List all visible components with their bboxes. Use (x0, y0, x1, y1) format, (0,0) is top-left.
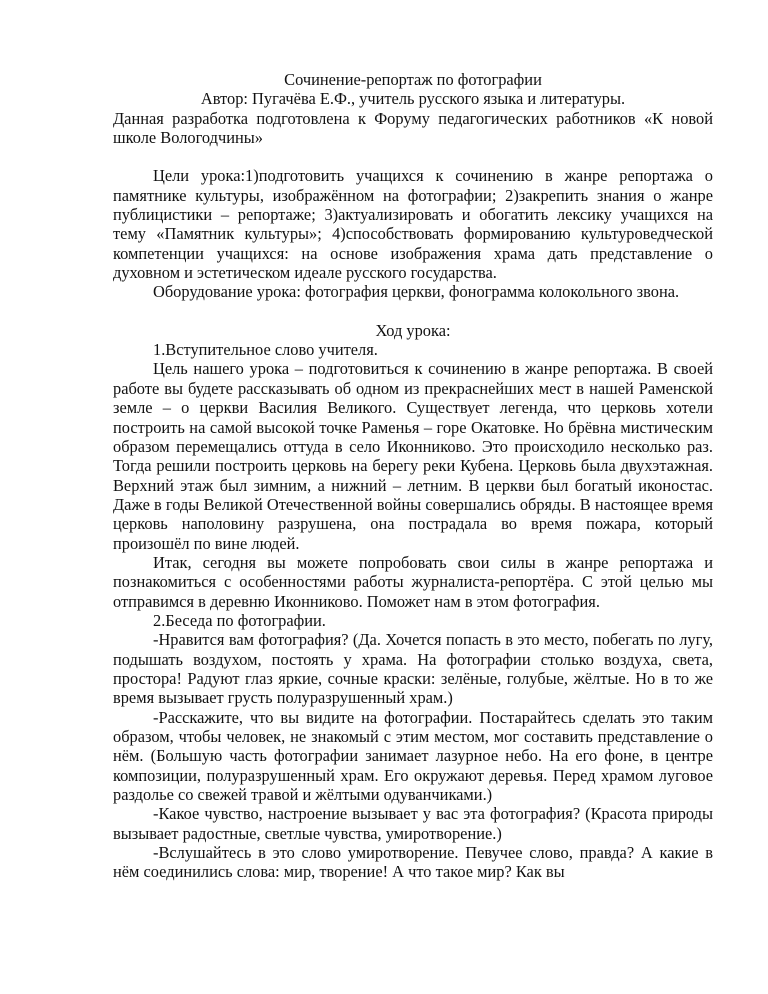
section-heading-intro: 1.Вступительное слово учителя. (153, 340, 378, 360)
intro-paragraph-2: Итак, сегодня вы можете попробовать свои силы в жанре репортажа и познакомиться с особенностями работы журналиста-репортёра. С этой целью мы отправимся в деревню Иконниково. Поможет нам в этом фотография. (113, 552, 713, 611)
document-note: Данная разработка подготовлена к Форуму педагогических работников «К новой школе Вологодчины» (113, 108, 713, 148)
question-4: -Вслушайтесь в это слово умиротворение. Певучее слово, правда? А какие в нём соединились слова: мир, творение! А что такое мир? Как вы (113, 843, 713, 882)
question-1: -Нравится вам фотография? (Да. Хочется попасть в это место, побегать по лугу, подышать воздухом, постоять у храма. На фотографии столько воздуха, света, простора! Радуют глаз яркие, сочные краски: зелёные, голубые, жёлтые. Но в то же время вызывает грусть полуразрушенный храм.) (113, 630, 713, 708)
spacer (113, 147, 713, 166)
question-2: -Расскажите, что вы видите на фотографии. Постарайтесь сделать это таким образом, чтобы человек, не знакомый с этим местом, мог составить представление о нём. (Большую часть фотографии занимает лазурное небо. На его фоне, в центре композиции, полуразрушенный храм. Его окружают деревья. Перед храмом луговое раздолье со свежей травой и жёлтыми одуванчиками.) (113, 707, 713, 805)
document-author: Автор: Пугачёва Е.Ф., учитель русского языка и литературы. (200, 89, 626, 109)
section-heading-conversation: 2.Беседа по фотографии. (153, 610, 326, 630)
course-heading: Ход урока: (375, 320, 451, 340)
document-page (113, 70, 713, 882)
lesson-goals: Цели урока:1)подготовить учащихся к сочинению в жанре репортажа о памятнике культуры, изображённом на фотографии; 2)закрепить знания о жанре публицистики – репортаже; 3)актуализировать и обогатить лексику учащихся на тему «Памятник культуры»; 4)способствовать формированию культуроведческой компетенции учащихся: на основе изображения храма дать представление о духовном и эстетическом идеале русского государства. (113, 166, 713, 283)
lesson-equipment: Оборудование урока: фотография церкви, фонограмма колокольного звона. (153, 282, 680, 302)
question-3: -Какое чувство, настроение вызывает у вас эта фотография? (Красота природы вызывает радостные, светлые чувства, умиротворение.) (113, 804, 713, 843)
intro-paragraph: Цель нашего урока – подготовиться к сочинению в жанре репортажа. В своей работе вы будете рассказывать об одном из прекраснейших мест в нашей Раменской земле – о церкви Василия Великого. Существует легенда, что церковь хотели построить на самой высокой точке Раменья – горе Окатовке. Но брёвна мистическим образом перемещались оттуда в село Иконниково. Это происходило несколько раз. Тогда решили построить церковь на берегу реки Кубена. Церковь была двухэтажная. Верхний этаж был зимним, а нижний – летним. В церкви был богатый иконостас. Даже в годы Великой Отечественной войны совершались обряды. В настоящее время церковь наполовину разрушена, она пострадала во время пожара, который произошёл по вине людей. (113, 359, 713, 553)
spacer (113, 302, 713, 321)
document-title: Сочинение-репортаж по фотографии (284, 70, 542, 89)
